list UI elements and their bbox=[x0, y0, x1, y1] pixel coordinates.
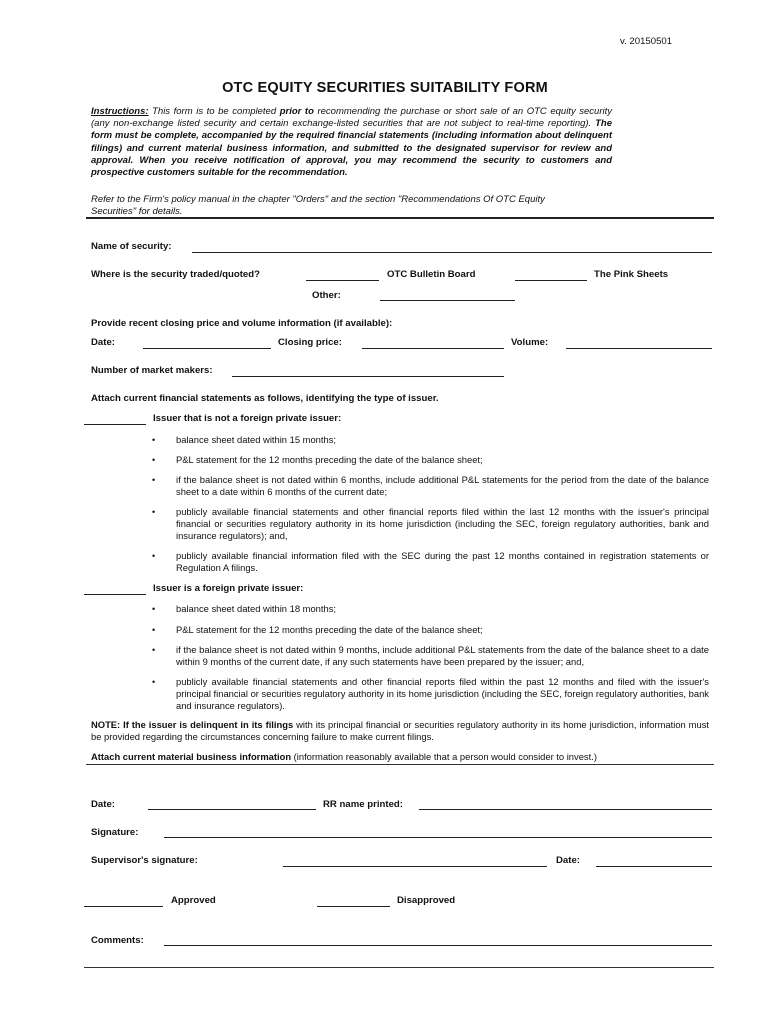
bullet-icon: • bbox=[152, 645, 156, 655]
closing-price-field[interactable] bbox=[362, 348, 504, 349]
rr-name-label: RR name printed: bbox=[323, 799, 403, 810]
bullet-icon: • bbox=[152, 677, 156, 687]
pink-sheets-label: The Pink Sheets bbox=[594, 269, 669, 280]
domestic-issuer-label: Issuer that is not a foreign private issuer: bbox=[153, 413, 342, 424]
bullet-icon: • bbox=[152, 435, 156, 445]
instructions-paragraph bbox=[91, 106, 612, 179]
comments-field[interactable] bbox=[164, 945, 712, 946]
bullet-icon: • bbox=[152, 455, 156, 465]
domestic-bullet-1: balance sheet dated within 15 months; bbox=[176, 434, 337, 445]
bullet-icon: • bbox=[152, 551, 156, 561]
domestic-bullet-5: publicly available financial information filed with the SEC during the past 12 months contained in registration statements or Regulation A filings. bbox=[176, 550, 709, 573]
supervisor-date-label: Date: bbox=[556, 855, 580, 866]
name-of-security-label: Name of security: bbox=[91, 241, 172, 252]
volume-field[interactable] bbox=[566, 348, 712, 349]
form-title: OTC EQUITY SECURITIES SUITABILITY FORM bbox=[222, 80, 548, 96]
disapproved-check-line[interactable] bbox=[317, 906, 390, 907]
instructions-prior-to: prior to bbox=[279, 106, 314, 117]
foreign-bullet-3: if the balance sheet is not dated within 9 months, include additional P&L statements from the date of the balance sheet to a date within 9 months of the current date, if any such statements have been prepared by the issuer; and, bbox=[176, 644, 709, 667]
attach-business-bold: Attach current material business information bbox=[91, 751, 292, 762]
refer-paragraph: Refer to the Firm's policy manual in the chapter "Orders" and the section "Recommendations Of OTC Equity Securities" for details. bbox=[91, 194, 545, 218]
supervisor-date-field[interactable] bbox=[596, 866, 712, 867]
domestic-bullet-3: if the balance sheet is not dated within 6 months, include additional P&L statements for the period from the date of the balance sheet to a date within 6 months of the current date; bbox=[176, 474, 709, 497]
comments-line-2[interactable] bbox=[84, 967, 714, 968]
signoff-date-label: Date: bbox=[91, 799, 115, 810]
section-divider bbox=[86, 217, 714, 219]
otc-bb-label: OTC Bulletin Board bbox=[387, 269, 476, 280]
bullet-icon: • bbox=[152, 625, 156, 635]
instructions-label: Instructions: bbox=[91, 106, 149, 117]
foreign-bullet-1: balance sheet dated within 18 months; bbox=[176, 603, 337, 614]
pink-sheets-checkbox-line[interactable] bbox=[515, 280, 587, 281]
bullet-icon: • bbox=[152, 507, 156, 517]
domestic-issuer-check-line[interactable] bbox=[84, 424, 146, 425]
supervisor-signature-field[interactable] bbox=[283, 866, 547, 867]
date-label: Date: bbox=[91, 337, 115, 348]
other-label: Other: bbox=[312, 290, 341, 301]
approved-label: Approved bbox=[171, 895, 216, 906]
foreign-issuer-check-line[interactable] bbox=[84, 594, 146, 595]
attach-business-paragraph bbox=[91, 751, 709, 763]
note-paragraph bbox=[91, 719, 709, 743]
instructions-text-1: This form is to be completed bbox=[148, 106, 280, 117]
instructions-bold-text: The form must be complete, accompanied by the required financial statements (including information about delinquent filings) and current material business information, and submitted to the designated supervisor for review and approval. When you receive notification of approval, you may recommend the security to customers and prospective customers suitable for the recommendation. bbox=[91, 118, 612, 179]
market-makers-field[interactable] bbox=[232, 376, 504, 377]
note-text: with its principal financial or securities regulatory authority in its home jurisdiction, information must be provided regarding the circumstances concerning failure to make current filings. bbox=[91, 719, 709, 742]
bullet-icon: • bbox=[152, 475, 156, 485]
rr-name-field[interactable] bbox=[419, 809, 712, 810]
attach-business-text: (information reasonably available that a person would consider to invest.) bbox=[291, 751, 597, 762]
foreign-bullet-2: P&L statement for the 12 months preceding the date of the balance sheet; bbox=[176, 624, 483, 635]
version-label: v. 20150501 bbox=[620, 36, 673, 47]
signature-field[interactable] bbox=[164, 837, 712, 838]
domestic-bullet-2: P&L statement for the 12 months preceding the date of the balance sheet; bbox=[176, 454, 483, 465]
business-info-line[interactable] bbox=[86, 764, 714, 765]
foreign-issuer-label: Issuer is a foreign private issuer: bbox=[153, 583, 304, 594]
signoff-date-field[interactable] bbox=[148, 809, 316, 810]
date-field[interactable] bbox=[143, 348, 271, 349]
approved-check-line[interactable] bbox=[84, 906, 163, 907]
note-bold: NOTE: If the issuer is delinquent in its filings bbox=[91, 719, 294, 730]
name-of-security-field[interactable] bbox=[192, 252, 712, 253]
otc-bb-checkbox-line[interactable] bbox=[306, 280, 379, 281]
closing-info-label: Provide recent closing price and volume information (if available): bbox=[91, 318, 393, 329]
signature-label: Signature: bbox=[91, 827, 139, 838]
domestic-bullet-4: publicly available financial statements and other financial reports filed within the last 12 months with the issuer's principal financial or securities regulatory authority in its home jurisdiction (including the SEC, foreign regulatory authorities, bank and insurance regulators); and, bbox=[176, 506, 709, 541]
instructions-text-2: recommending the purchase or short sale of an OTC equity security (any non-exchange listed security and certain exchange-listed securities that are not subject to real-time reporting). bbox=[91, 106, 613, 130]
supervisor-signature-label: Supervisor's signature: bbox=[91, 855, 198, 866]
other-field[interactable] bbox=[380, 300, 515, 301]
disapproved-label: Disapproved bbox=[397, 895, 456, 906]
market-makers-label: Number of market makers: bbox=[91, 365, 213, 376]
volume-label: Volume: bbox=[511, 337, 549, 348]
where-traded-label: Where is the security traded/quoted? bbox=[91, 269, 260, 280]
attach-financial-label: Attach current financial statements as follows, identifying the type of issuer. bbox=[91, 393, 439, 404]
bullet-icon: • bbox=[152, 604, 156, 614]
closing-price-label: Closing price: bbox=[278, 337, 342, 348]
foreign-bullet-4: publicly available financial statements and other financial reports filed within the past 12 months and filed with the issuer's principal financial or securities regulatory authority in its home jurisdiction (including the SEC, foreign regulatory authorities, bank and insurance regulators). bbox=[176, 676, 709, 711]
comments-label: Comments: bbox=[91, 935, 144, 946]
